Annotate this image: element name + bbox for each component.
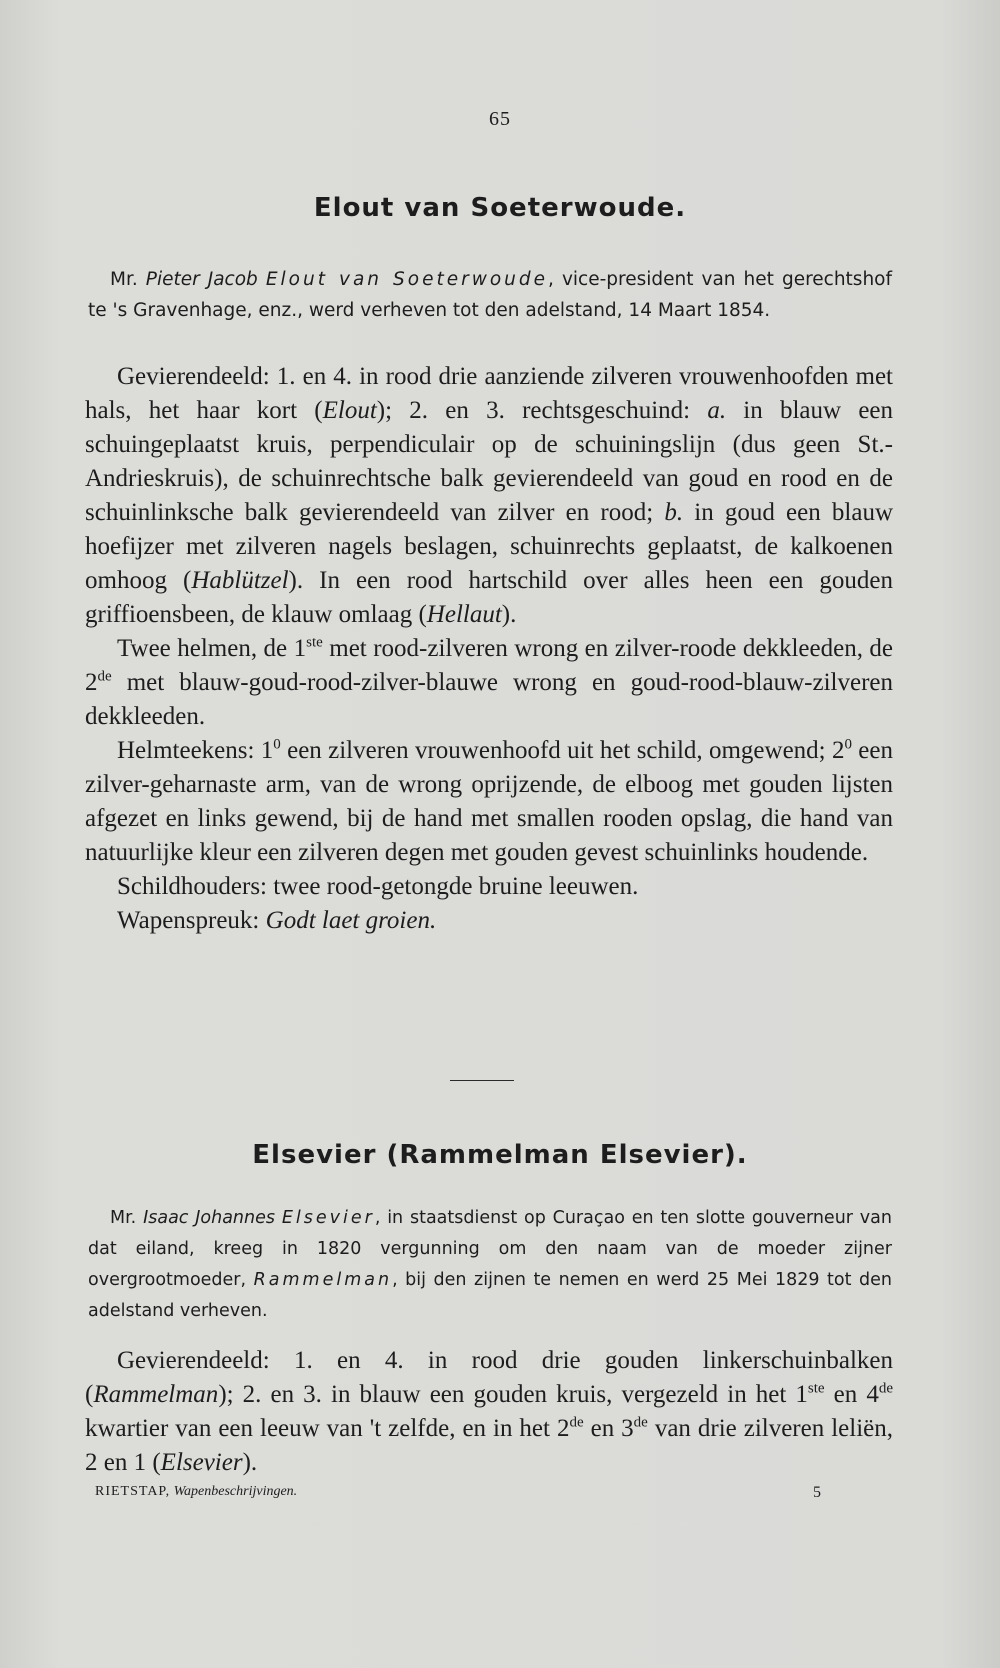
blazon-paragraph [85,360,893,632]
family-name-italic: Elsevier [160,1449,243,1476]
ordinal-suffix: 0 [844,736,852,753]
section-divider [450,1080,514,1081]
text-run: ); 2. en 3. in blauw een gouden kruis, vergezeld in het 1 [218,1381,808,1408]
ordinal-suffix: de [97,668,112,685]
ordinal-suffix: ste [807,1380,825,1397]
family-name-italic: Rammelman [93,1381,219,1408]
intro-surname: Elsevier [281,1208,375,1228]
text-run: Wapenspreuk: [117,907,266,934]
intro-first-names: Pieter Jacob [145,269,258,290]
text-run: ); 2. en 3. rechtsgeschuind: [376,397,708,424]
blazon-paragraph [85,1344,893,1480]
item-label: a. [707,397,727,424]
ordinal-suffix: de [878,1380,893,1397]
intro-name2: Rammelman [253,1270,393,1290]
text-run: Gevierendeeld: 1. en 4. in rood drie gouden linkerschuinbalken ( [85,1347,893,1408]
text-run: kwartier van een leeuw van 't zelfde, en in het 2 [85,1415,570,1442]
text-run: ). In een rood hartschild over alles heen een gouden griffioensbeen, de klauw omlaag ( [85,567,894,628]
intro-rest: , vice-president van het gerechtshof te 's Gravenhage, enz., werd verheven tot den adelstand, 14 Maart 1854. [88,269,892,321]
motto-italic: Godt laet groien. [265,907,437,934]
text-run: in goud een blauw hoefijzer met zilveren nagels beslagen, schuinrechts geplaatst, de kalkoenen omhoog ( [85,499,894,594]
section-intro-elsevier [88,1203,892,1327]
text-run: van drie zilveren leliën, 2 en 1 ( [85,1415,893,1476]
footer-source-author: RIETSTAP, [95,1484,171,1499]
section-intro-elout [88,264,892,326]
intro-surname: Elout van Soeterwoude [265,269,549,290]
section-heading-elout: Elout van Soeterwoude. [313,193,687,223]
ordinal-suffix: 0 [273,736,281,753]
text-run: en 4 [824,1381,879,1408]
supporters-paragraph: Schildhouders: twee rood-getongde bruine leeuwen. [117,873,639,900]
ordinal-suffix: de [569,1414,584,1431]
intro-first-names: Isaac Johannes [143,1208,275,1228]
text-run: en 3 [583,1415,634,1442]
page-footer [95,1484,821,1500]
section-heading-elsevier: Elsevier (Rammelman Elsevier). [252,1140,748,1170]
family-name-italic: Elout [322,397,377,424]
intro-mid: , in staatsdienst op Curaçao en ten slotte gouverneur van dat eiland, kreeg in 1820 vergunning om den naam van de moeder zijner overgrootmoeder, [88,1208,892,1290]
helmets-paragraph [85,632,893,734]
text-run: een zilver-geharnaste arm, van de wrong oprijzende, de elboog met gouden lijsten afgezet en links gewend, bij de hand met smallen rooden opslag, die hand van natuurlijke kleur een zilveren degen met gouden gevest schuinlinks houdende. [85,737,893,866]
page-number: 65 [489,108,511,130]
crests-paragraph [85,734,893,870]
ordinal-suffix: ste [306,634,323,651]
intro-prefix: Mr. [110,269,138,290]
text-run: met rood-zilveren wrong en zilver-roode dekkleeden, de 2 [85,635,894,696]
motto-paragraph [85,904,893,938]
text-run: Twee helmen, de 1 [117,635,307,662]
text-run: een zilveren vrouwenhoofd uit het schild, omgewend; 2 [280,737,845,764]
section-body-elsevier [85,1344,893,1480]
text-run: ). [242,1449,258,1476]
family-name-italic: Hellaut [426,601,502,628]
section-body-elout [85,360,893,938]
text-run: Gevierendeeld: 1. en 4. in rood drie aanziende zilveren vrouwenhoofden met hals, het haar kort ( [85,363,893,424]
ordinal-suffix: de [633,1414,648,1431]
family-name-italic: Hablützel [191,567,289,594]
footer-source-title: Wapenbeschrijvingen. [173,1484,298,1499]
footer-sheet-number: 5 [813,1484,821,1501]
text-run: Helmteekens: 1 [117,737,274,764]
intro-prefix: Mr. [110,1208,137,1228]
item-label: b. [664,499,684,526]
text-run: ). [501,601,517,628]
intro-end: , bij den zijnen te nemen en werd 25 Mei 1829 tot den adelstand verheven. [88,1270,892,1321]
text-run: met blauw-goud-rood-zilver-blauwe wrong en goud-rood-blauw-zilveren dekkleeden. [85,669,893,730]
text-run: in blauw een schuingeplaatst kruis, perpendiculair op de schuiningslijn (dus geen St.-Andrieskruis), de schuinrechtsche balk gevierendeeld van goud en rood en de schuinlinksche balk gevierendeeld van zilver en rood; [85,397,894,526]
